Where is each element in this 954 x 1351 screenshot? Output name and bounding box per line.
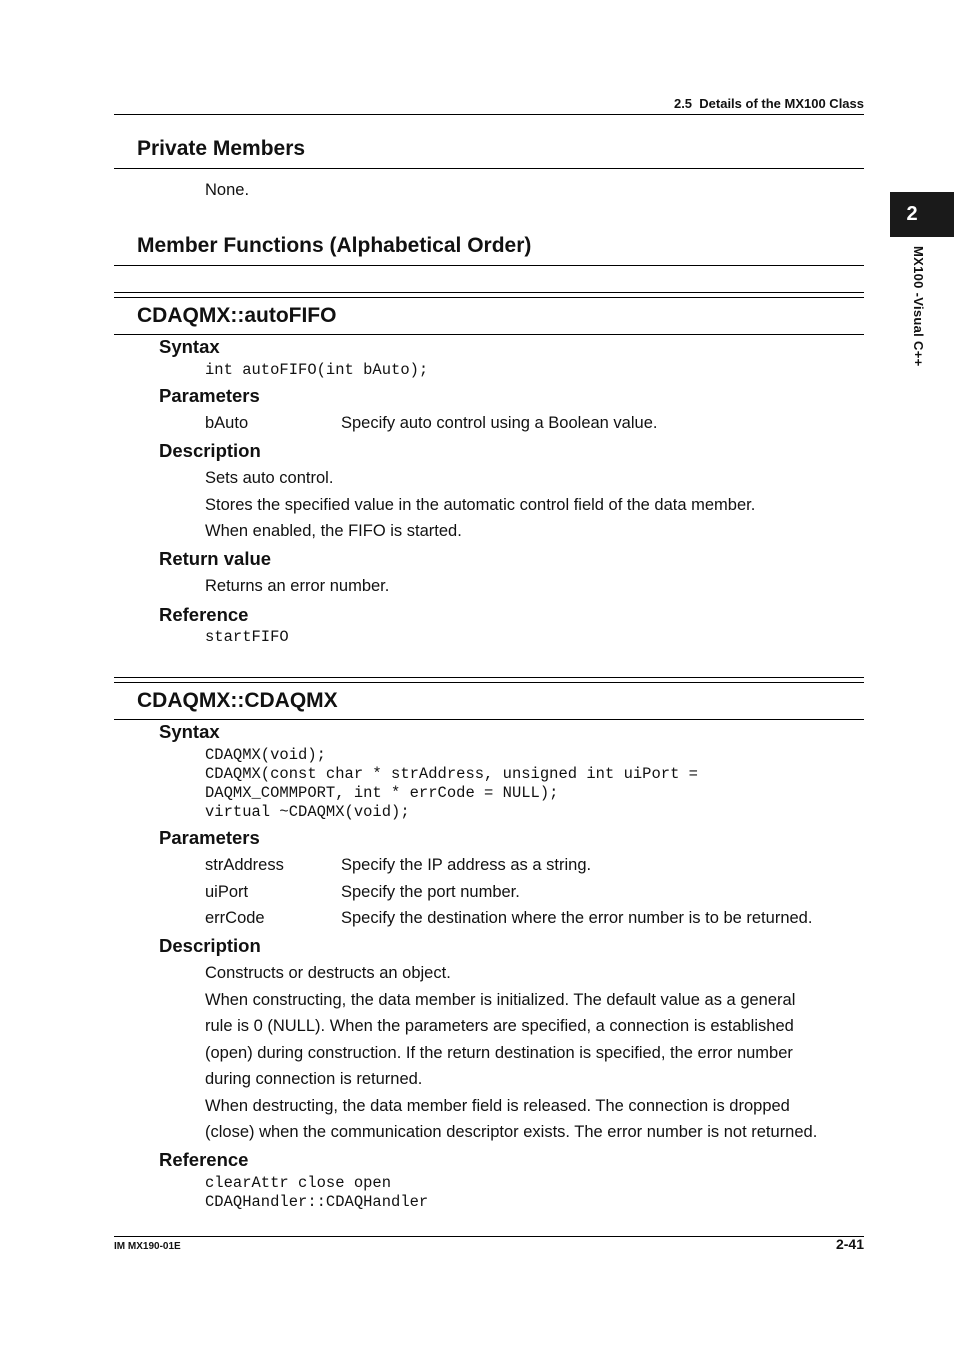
- footer-page-number: 2-41: [835, 1236, 864, 1252]
- autofifo-description-label: Description: [159, 440, 261, 461]
- description-line: during connection is returned.: [205, 1070, 423, 1088]
- function-double-rule-bottom: [114, 297, 864, 298]
- description-line: (open) during construction. If the return destination is specified, the error number: [205, 1044, 793, 1062]
- description-line: rule is 0 (NULL). When the parameters are specified, a connection is established: [205, 1017, 794, 1035]
- description-line: When enabled, the FIFO is started.: [205, 522, 462, 540]
- chapter-vertical-label: MX100 -Visual C++: [911, 246, 926, 367]
- member-functions-heading: Member Functions (Alphabetical Order): [137, 234, 532, 257]
- autofifo-syntax-code: int autoFIFO(int bAuto);: [205, 361, 429, 379]
- function-double-rule-bottom: [114, 682, 864, 683]
- description-line: Constructs or destructs an object.: [205, 964, 451, 982]
- chapter-number: 2: [906, 203, 918, 225]
- param-desc: Specify the port number.: [341, 883, 520, 901]
- section-rule: [114, 265, 864, 266]
- param-name: errCode: [205, 909, 265, 927]
- private-members-heading: Private Members: [137, 137, 306, 160]
- autofifo-heading: CDAQMX::autoFIFO: [137, 304, 337, 327]
- cdaqmx-syntax-label: Syntax: [159, 721, 220, 742]
- running-header: 2.5 Details of the MX100 Class: [673, 96, 864, 111]
- param-desc: Specify auto control using a Boolean value.: [341, 414, 658, 432]
- param-name: strAddress: [205, 856, 284, 874]
- reference-code: clearAttr close open: [205, 1174, 392, 1192]
- description-line: When constructing, the data member is initialized. The default value as a general: [205, 991, 796, 1009]
- syntax-code-line: virtual ~CDAQMX(void);: [205, 803, 410, 821]
- header-rule: [114, 114, 864, 115]
- autofifo-reference-label: Reference: [159, 604, 249, 625]
- description-line: Sets auto control.: [205, 469, 334, 487]
- cdaqmx-parameters-label: Parameters: [159, 827, 260, 848]
- description-line: (close) when the communication descriptor exists. The error number is not returned.: [205, 1123, 818, 1141]
- syntax-code-line: DAQMX_COMMPORT, int * errCode = NULL);: [205, 784, 559, 802]
- private-members-text: None.: [205, 181, 250, 199]
- autofifo-return-label: Return value: [159, 548, 272, 569]
- param-desc: Specify the destination where the error number is to be returned.: [341, 909, 813, 927]
- function-double-rule-top: [114, 292, 864, 293]
- autofifo-parameters-label: Parameters: [159, 385, 260, 406]
- description-line: When destructing, the data member field is released. The connection is dropped: [205, 1097, 790, 1115]
- param-desc: Specify the IP address as a string.: [341, 856, 592, 874]
- reference-code: CDAQHandler::CDAQHandler: [205, 1193, 429, 1211]
- function-heading-rule: [114, 719, 864, 720]
- cdaqmx-description-label: Description: [159, 935, 261, 956]
- cdaqmx-heading: CDAQMX::CDAQMX: [137, 689, 338, 712]
- chapter-tab: [890, 192, 954, 237]
- return-text: Returns an error number.: [205, 577, 390, 595]
- description-line: Stores the specified value in the automatic control field of the data member.: [205, 496, 756, 514]
- reference-code: startFIFO: [205, 628, 289, 646]
- function-double-rule-top: [114, 677, 864, 678]
- cdaqmx-reference-label: Reference: [159, 1149, 249, 1170]
- param-name: uiPort: [205, 883, 249, 901]
- autofifo-syntax-label: Syntax: [159, 336, 220, 357]
- param-name: bAuto: [205, 414, 249, 432]
- syntax-code-line: CDAQMX(void);: [205, 746, 326, 764]
- function-heading-rule: [114, 334, 864, 335]
- footer-rule: [114, 1236, 864, 1237]
- syntax-code-line: CDAQMX(const char * strAddress, unsigned int uiPort =: [205, 765, 698, 783]
- section-rule: [114, 168, 864, 169]
- footer-doc-id: IM MX190-01E: [114, 1241, 181, 1252]
